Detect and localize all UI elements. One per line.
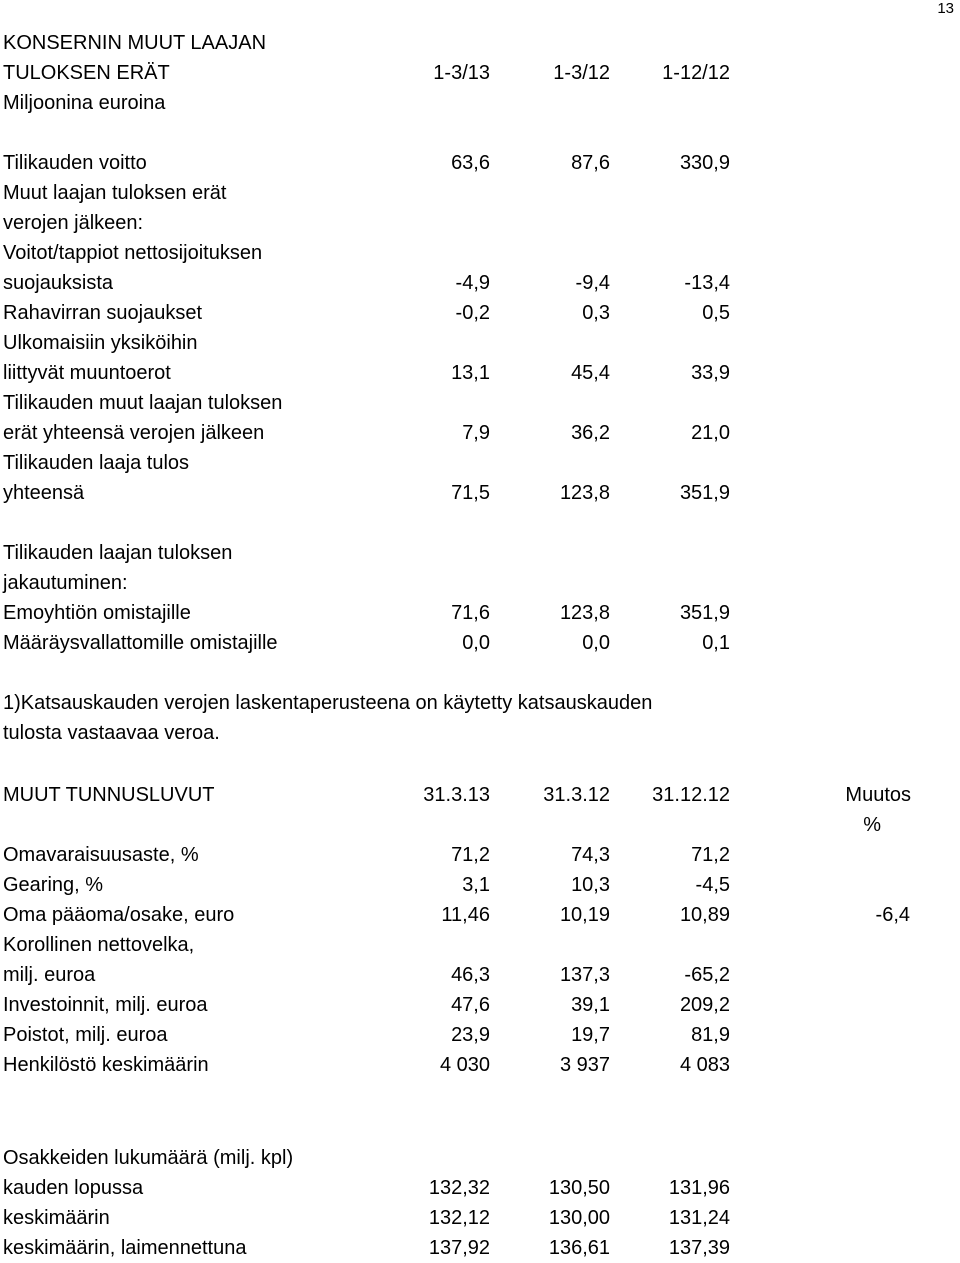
- cell-value: 47,6: [451, 994, 490, 1016]
- table-row: [3, 1203, 943, 1233]
- cell-value: 10,19: [559, 904, 610, 926]
- table-row: [3, 478, 943, 508]
- cell-value: 71,2: [691, 844, 730, 866]
- cell-value: 71,6: [451, 602, 490, 624]
- table-row: [3, 1173, 943, 1203]
- table-row: [3, 328, 943, 358]
- unit-label: Miljoonina euroina: [3, 92, 166, 114]
- row-label: kauden lopussa: [3, 1177, 144, 1199]
- table-row: [3, 388, 943, 418]
- row-label: erät yhteensä verojen jälkeen: [3, 422, 265, 444]
- row-label: Muut laajan tuloksen erät: [3, 182, 227, 204]
- cell-value: -0,2: [455, 302, 490, 324]
- cell-value: 19,7: [571, 1024, 610, 1046]
- row-label: Määräysvallattomille omistajille: [3, 632, 278, 654]
- cell-value: 21,0: [691, 422, 730, 444]
- cell-value: 0,0: [462, 632, 490, 654]
- table-row: [3, 238, 943, 268]
- row-label: milj. euroa: [3, 964, 96, 986]
- column-header: 31.12.12: [652, 784, 730, 806]
- cell-value: -4,5: [695, 874, 730, 896]
- table-row: [3, 448, 943, 478]
- table-row: [3, 268, 943, 298]
- table-row: [3, 598, 943, 628]
- row-label: liittyvät muuntoerot: [3, 362, 171, 384]
- cell-value: 45,4: [571, 362, 610, 384]
- cell-value: 10,89: [679, 904, 730, 926]
- column-header: 1-12/12: [662, 62, 730, 84]
- cell-value: 11,46: [441, 904, 490, 926]
- cell-value: 74,3: [571, 844, 610, 866]
- table-header-row: [3, 780, 943, 810]
- row-label: suojauksista: [3, 272, 114, 294]
- cell-value: 351,9: [679, 482, 730, 504]
- table-row: [3, 840, 943, 870]
- row-label: Henkilöstö keskimäärin: [3, 1054, 209, 1076]
- tax-note: [3, 688, 943, 748]
- table-title-row: [3, 28, 943, 58]
- row-label: Poistot, milj. euroa: [3, 1024, 168, 1046]
- cell-value: 39,1: [571, 994, 610, 1016]
- table-row: [3, 208, 943, 238]
- cell-value: 137,3: [559, 964, 610, 986]
- table-row: [3, 930, 943, 960]
- row-label: Gearing, %: [3, 874, 104, 896]
- shares-rows: [3, 1173, 943, 1263]
- change-value: -6,4: [875, 904, 910, 926]
- cell-value: 131,96: [668, 1177, 730, 1199]
- column-header: 1-3/12: [553, 62, 610, 84]
- cell-value: 137,39: [668, 1237, 730, 1259]
- row-label: Omavaraisuusaste, %: [3, 844, 199, 866]
- table-row: [3, 1020, 943, 1050]
- table-header-row: [3, 58, 943, 88]
- row-label: Tilikauden voitto: [3, 152, 147, 174]
- cell-value: 71,2: [451, 844, 490, 866]
- cell-value: 13,1: [451, 362, 490, 384]
- cell-value: -9,4: [575, 272, 610, 294]
- cell-value: 130,00: [548, 1207, 610, 1229]
- row-label: Ulkomaisiin yksiköihin: [3, 332, 198, 354]
- table-row: [3, 358, 943, 388]
- row-label: Tilikauden muut laajan tuloksen: [3, 392, 283, 414]
- cell-value: -4,9: [455, 272, 490, 294]
- table-row: [3, 870, 943, 900]
- row-label: yhteensä: [3, 482, 85, 504]
- table-row: [3, 538, 943, 568]
- row-label: Korollinen nettovelka,: [3, 934, 195, 956]
- cell-value: 36,2: [571, 422, 610, 444]
- distribution-rows: [3, 538, 943, 658]
- cell-value: 63,6: [451, 152, 490, 174]
- column-header: 31.3.12: [543, 784, 610, 806]
- distribution-table: [3, 538, 943, 658]
- key-figure-rows: [3, 840, 943, 1080]
- cell-value: 0,1: [702, 632, 730, 654]
- row-label: keskimäärin: [3, 1207, 110, 1229]
- table-row: [3, 298, 943, 328]
- row-label: jakautuminen:: [3, 572, 128, 594]
- cell-value: 23,9: [451, 1024, 490, 1046]
- cell-value: 0,5: [702, 302, 730, 324]
- row-label: Tilikauden laajan tuloksen: [3, 542, 233, 564]
- statement-rows: [3, 148, 943, 508]
- table-row: [3, 990, 943, 1020]
- table-header-row: [3, 810, 943, 840]
- table-row: [3, 960, 943, 990]
- cell-value: 10,3: [571, 874, 610, 896]
- cell-value: 0,0: [582, 632, 610, 654]
- cell-value: 46,3: [451, 964, 490, 986]
- page-number: 13: [937, 0, 954, 17]
- cell-value: 137,92: [428, 1237, 490, 1259]
- cell-value: 131,24: [668, 1207, 730, 1229]
- row-label: Voitot/tappiot nettosijoituksen: [3, 242, 263, 264]
- table-row: [3, 178, 943, 208]
- column-header: 31.3.13: [423, 784, 490, 806]
- table-row: [3, 418, 943, 448]
- cell-value: 130,50: [548, 1177, 610, 1199]
- comprehensive-income-table: [3, 28, 943, 508]
- table-title: Osakkeiden lukumäärä (milj. kpl): [3, 1147, 294, 1169]
- cell-value: 71,5: [451, 482, 490, 504]
- cell-value: 136,61: [548, 1237, 610, 1259]
- spacer: [3, 118, 943, 148]
- cell-value: 209,2: [679, 994, 730, 1016]
- column-header: Muutos: [845, 784, 911, 806]
- table-row: [3, 148, 943, 178]
- table-title: KONSERNIN MUUT LAAJAN: [3, 32, 267, 54]
- cell-value: 132,12: [428, 1207, 490, 1229]
- cell-value: -65,2: [684, 964, 730, 986]
- key-figures-table: [3, 780, 943, 1080]
- row-label: Rahavirran suojaukset: [3, 302, 202, 324]
- column-header: %: [863, 814, 881, 836]
- cell-value: -13,4: [684, 272, 730, 294]
- cell-value: 132,32: [428, 1177, 490, 1199]
- table-row: [3, 568, 943, 598]
- cell-value: 33,9: [691, 362, 730, 384]
- row-label: Tilikauden laaja tulos: [3, 452, 190, 474]
- column-header: 1-3/13: [433, 62, 490, 84]
- cell-value: 123,8: [559, 602, 610, 624]
- row-label: verojen jälkeen:: [3, 212, 144, 234]
- shares-table: [3, 1143, 943, 1263]
- cell-value: 3 937: [559, 1054, 610, 1076]
- table-row: [3, 1233, 943, 1263]
- cell-value: 7,9: [462, 422, 490, 444]
- row-label: Investoinnit, milj. euroa: [3, 994, 208, 1016]
- table-title: TULOKSEN ERÄT: [3, 62, 170, 84]
- cell-value: 87,6: [571, 152, 610, 174]
- cell-value: 3,1: [462, 874, 490, 896]
- cell-value: 4 030: [439, 1054, 490, 1076]
- cell-value: 123,8: [559, 482, 610, 504]
- table-row: [3, 900, 943, 930]
- table-title: MUUT TUNNUSLUVUT: [3, 784, 215, 806]
- unit-row: [3, 88, 943, 118]
- cell-value: 351,9: [679, 602, 730, 624]
- note-text: tulosta vastaavaa veroa.: [3, 722, 220, 744]
- cell-value: 330,9: [679, 152, 730, 174]
- table-header-row: [3, 1143, 943, 1173]
- row-label: Emoyhtiön omistajille: [3, 602, 191, 624]
- cell-value: 81,9: [691, 1024, 730, 1046]
- note-text: 1)Katsauskauden verojen laskentaperusteena on käytetty katsauskauden: [3, 692, 653, 714]
- row-label: Oma pääoma/osake, euro: [3, 904, 235, 926]
- table-row: [3, 628, 943, 658]
- row-label: keskimäärin, laimennettuna: [3, 1237, 247, 1259]
- cell-value: 4 083: [679, 1054, 730, 1076]
- table-row: [3, 1050, 943, 1080]
- cell-value: 0,3: [582, 302, 610, 324]
